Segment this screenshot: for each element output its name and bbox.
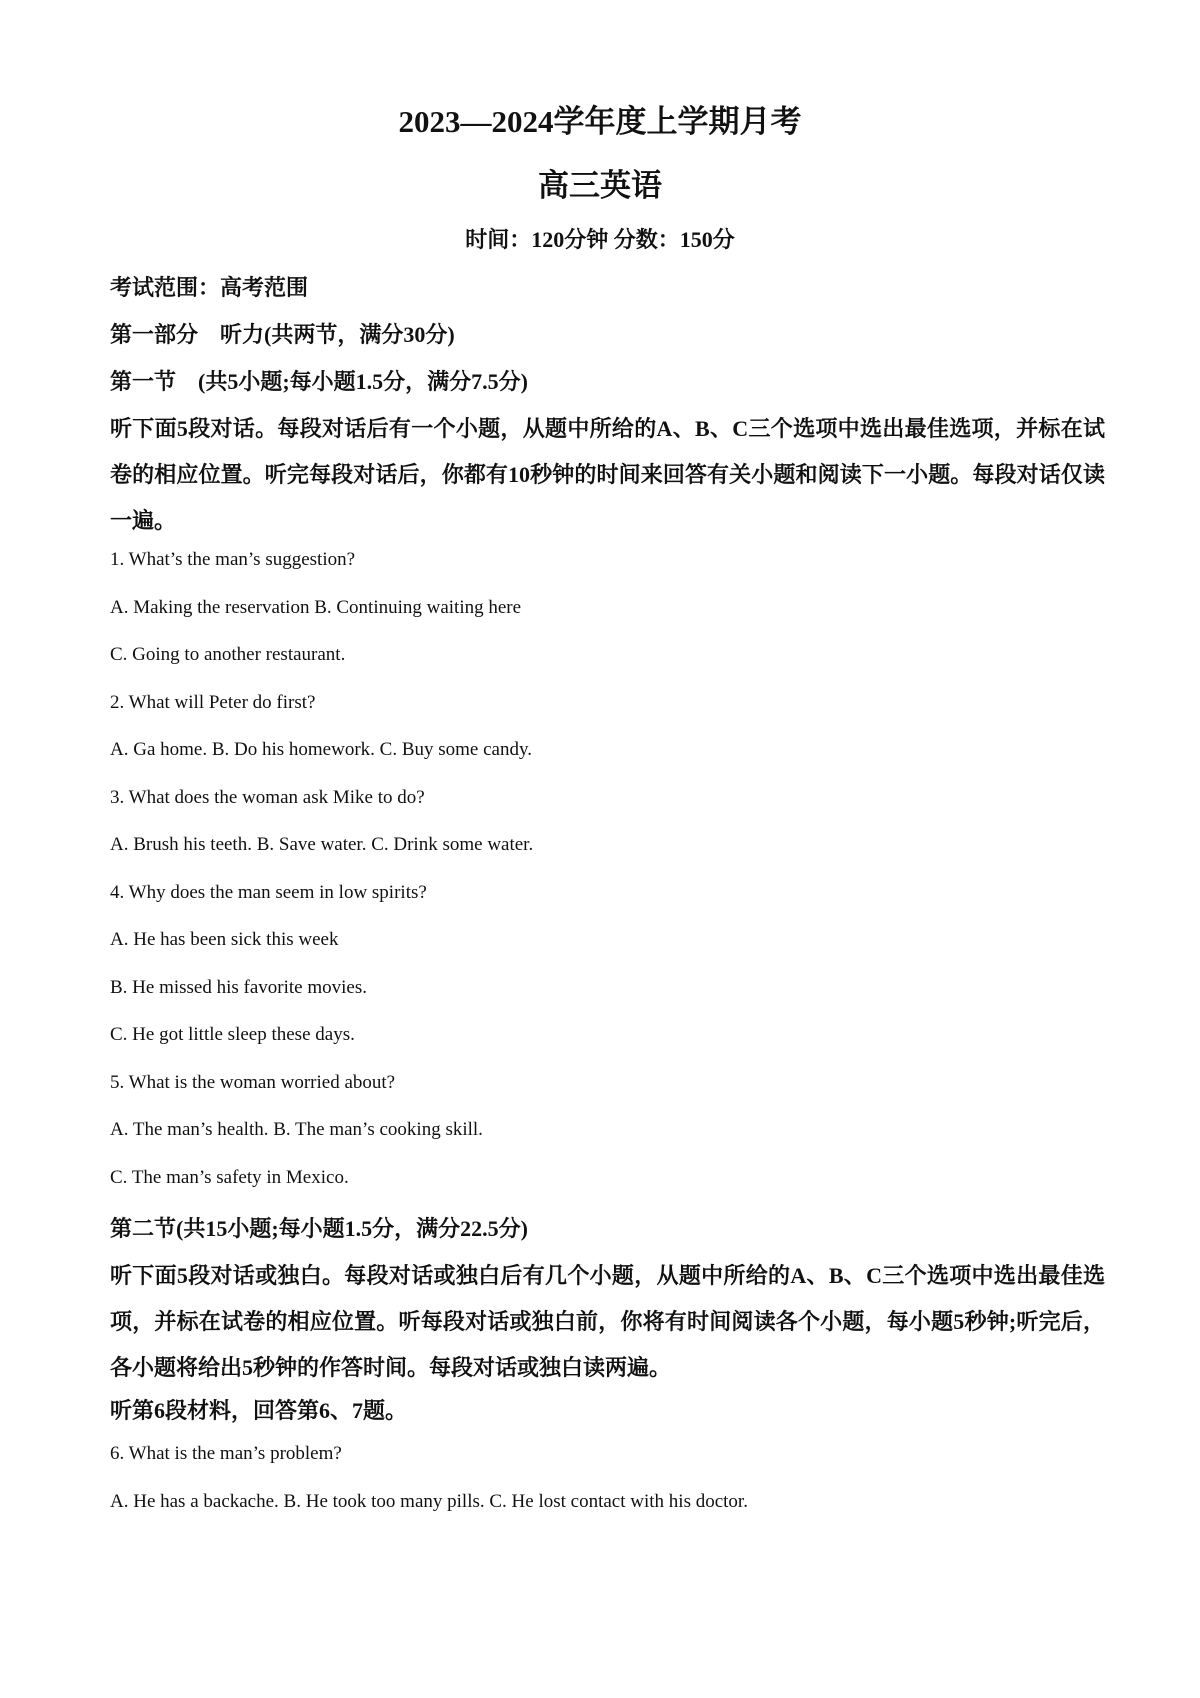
question-4-option-c: C. He got little sleep these days. xyxy=(110,1024,355,1045)
question-3: 3. What does the woman ask Mike to do? xyxy=(110,786,425,808)
part-one-heading: 第一部分 听力(共两节，满分30分) xyxy=(110,322,455,347)
section-two-heading: 第二节(共15小题;每小题1.5分，满分22.5分) xyxy=(110,1216,528,1241)
exam-title: 2023—2024学年度上学期月考 xyxy=(398,104,802,139)
question-1: 1. What’s the man’s suggestion? xyxy=(110,549,356,570)
question-1-option-c: C. Going to another restaurant. xyxy=(110,644,346,665)
exam-content xyxy=(110,272,1105,1537)
question-2: 2. What will Peter do first? xyxy=(110,691,316,713)
question-5-options-ab: A. The man’s health. B. The man’s cooking skill. xyxy=(110,1119,483,1140)
question-2-options: A. Ga home. B. Do his homework. C. Buy some candy. xyxy=(110,739,532,760)
question-1-options-ab: A. Making the reservation B. Continuing waiting here xyxy=(110,596,522,618)
question-5-option-c: C. The man’s safety in Mexico. xyxy=(110,1166,349,1188)
section-one-instructions: 听下面5段对话。每段对话后有一个小题，从题中所给的A、B、C三个选项中选出最佳选项，并标在试卷的相应位置。听完每段对话后，你都有10秒钟的时间来回答有关小题和阅读下一小题。每段对话仅读一遍。 xyxy=(110,416,1105,533)
exam-scope: 考试范围：高考范围 xyxy=(110,275,309,300)
question-6: 6. What is the man’s problem? xyxy=(110,1443,342,1464)
material-six-heading: 听第6段材料，回答第6、7题。 xyxy=(110,1398,408,1423)
section-two-instructions: 听下面5段对话或独白。每段对话或独白后有几个小题，从题中所给的A、B、C三个选项中选出最佳选项，并标在试卷的相应位置。听每段对话或独白前，你将有时间阅读各个小题，每小题5秒钟;听完后，各小题将给出5秒钟的作答时间。每段对话或独白读两遍。 xyxy=(110,1263,1105,1380)
question-5: 5. What is the woman worried about? xyxy=(110,1071,396,1093)
time-and-score: 时间：120分钟 分数：150分 xyxy=(465,227,735,252)
section-one-heading: 第一节 (共5小题;每小题1.5分，满分7.5分) xyxy=(110,369,528,394)
question-4-option-a: A. He has been sick this week xyxy=(110,929,339,950)
exam-subject: 高三英语 xyxy=(538,168,662,203)
question-6-options: A. He has a backache. B. He took too many pills. C. He lost contact with his doctor. xyxy=(110,1490,748,1512)
question-4: 4. Why does the man seem in low spirits? xyxy=(110,881,427,903)
question-3-options: A. Brush his teeth. B. Save water. C. Drink some water. xyxy=(110,834,534,855)
question-4-option-b: B. He missed his favorite movies. xyxy=(110,976,367,998)
